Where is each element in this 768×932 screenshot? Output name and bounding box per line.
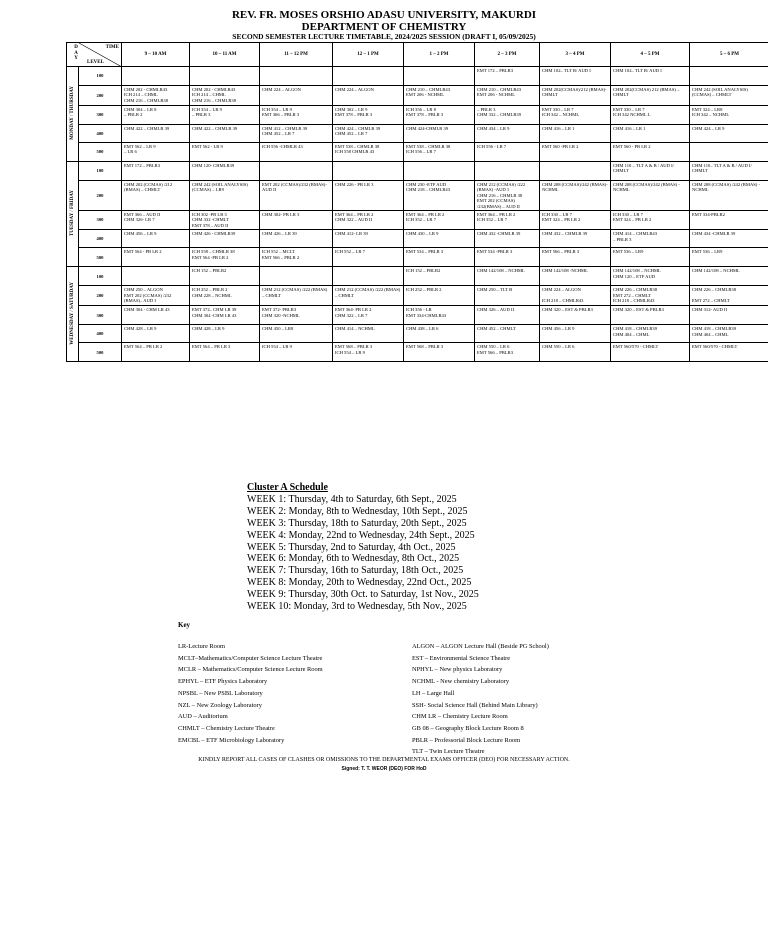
day-label: WEDNESDAY / SATURDAY [67,267,79,362]
key-entry: EPHYL – ETF Physics Laboratory [178,678,268,686]
timetable-cell: CHM 424-CHMLR 39 [404,125,475,143]
timetable-cell: ICH 252 – PBLR 2 [404,286,475,306]
timetable-cell: CHM 226 – CHMLR38 EMT 272 – CHMLT ICH 218 – CHMLR43 [611,286,690,306]
timetable-cell: CHM 320 – EST & PBLR3 [540,306,611,325]
table-row [67,306,768,325]
time-slot-header: 1 – 2 PM [404,43,475,67]
timetable-cell: CHM 250 – TLT B [475,286,540,306]
time-slot-header: 11 – 12 PM [260,43,333,67]
key-entry: SSH- Social Science Hall (Behind Main Library) [412,701,538,709]
level-cell: 400 [79,230,122,248]
timetable-cell: ICH 356 – LR 8 EMT 378 – PBLR 3 [404,106,475,125]
table-row [67,325,768,343]
timetable-cell [333,267,404,286]
timetable-cell: ICH 556 - LR 7 [475,143,540,162]
timetable-cell: CHM 418 – CHMLR39 CHM 404 – CHML [690,325,768,343]
timetable-cell [404,162,475,181]
timetable-cell: EMT 364 – PB LR 2 ICH 352 – LR 7 [404,211,475,230]
key-entry: EST – Environmental Science Theatre [412,654,511,662]
time-slot-header: 2 – 3 PM [475,43,540,67]
timetable-cell: CHM 424 – CHMLR 39 CHM 452 – LR 7 [333,125,404,143]
level-cell: 200 [79,86,122,106]
level-cell: 400 [79,325,122,343]
timetable-cell: EMT 364 – PB LR 2 CHM 322 – AUD II [333,211,404,230]
key-entry: LR-Lecture Room [178,643,226,650]
key-entry: TLT – Twin Lecture Theatre [412,748,485,756]
table-row [67,67,768,86]
timetable-cell: ICH 554 – LR 9 [260,343,333,362]
table-row [67,125,768,143]
timetable-cell: CHM 208 (CCMAS) /242 (BMAS) -NCHML [690,181,768,211]
timetable-cell: EMT 364- PB LR 2 CHM 322 – LR 7 [333,306,404,325]
timetable-cell: ICH 152 – PBLR2 [404,267,475,286]
timetable-cell [333,67,404,86]
key-entry: CHM LR – Chemistry Lecture Room [412,713,508,721]
timetable-cell: CHM 302 – LR 9 EMT 378 – PBLR 3 [333,106,404,125]
timetable-cell: CHM 452 – CHMLT [475,325,540,343]
timetable-cell: – PBLR 3 CHM 332 – CHMLR39 [475,106,540,125]
week-item: WEEK 4: Monday, 22nd to Wednesday, 24th Sept., 2025 [247,529,475,541]
timetable-cell: EMT 560 - PB LR 2 [611,143,690,162]
timetable-cell: CHM 202 (CCMAS) /212 (BMAS) – CHMLT [122,181,190,211]
timetable-cell: ICH 356 - LR EMT 334-CHMLR43 [404,306,475,325]
timetable-cell: CHM 418 – CHMLR39 CHM 404 – CHML [611,325,690,343]
timetable-cell: CHM 110 – TLT A & B / AUD I/ CHMLT [611,162,690,181]
timetable-cell: EMT 364 – PB LR 2 ICH 352 – LR 7 [475,211,540,230]
timetable-cell: EMT 562 – LR 9 – LR 6 [122,143,190,162]
day-label: MONDAY / THURSDAY [67,67,79,162]
timetable-cell: ICH 354 – LR 9 – PBLR 3 [190,106,260,125]
level-cell: 300 [79,306,122,325]
timetable-cell: EMT 372– CHM LR 39 CHM 304 -CHM LR 43 [190,306,260,325]
level-header-label: LEVEL [87,59,104,65]
time-slot-header: 4 – 5 PM [611,43,690,67]
time-header-label: TIME [105,45,119,50]
timetable-cell: CHM 302- PB LR 3 [260,211,333,230]
level-cell: 200 [79,181,122,211]
timetable-cell: CHM 320 – EST & PBLR3 [611,306,690,325]
timetable-cell: CHM 250 – ALGON EMT 202 (CCMAS) /232 (BMAS)– AUD I [122,286,190,306]
timetable-cell: CHM 326 – AUD II [475,306,540,325]
timetable-cell: CHM 438 – LR 6 [404,325,475,343]
week-item: WEEK 10: Monday, 3rd to Wednesday, 5th Nov., 2025 [247,601,467,613]
timetable-cell: EMT 324 – LR8 ICH 342 – NCHML [690,106,768,125]
level-cell: 300 [79,106,122,125]
level-cell: 100 [79,267,122,286]
week-item: WEEK 9: Thursday, 30th Oct. to Saturday, 1st Nov., 2025 [247,589,479,601]
timetable-cell: EMT 568 – PBLR 3 ICH 554 – LR 9 [333,343,404,362]
timetable-cell [122,267,190,286]
timetable-cell: EMT 560/570 - CHMLT [690,343,768,362]
timetable-cell: CHM 422 – CHMLR 39 [190,125,260,143]
key-entry: MCLR – Mathematics/Computer Science Lecture Room [178,666,323,674]
timetable-cell: CHM 224 – ALGON ICH 218 – CHMLR43 [540,286,611,306]
table-row [67,106,768,125]
key-left-column [178,641,323,746]
timetable-cell [333,162,404,181]
timetable-cell: CHM 224 – ALGON [260,86,333,106]
key-entry: NZL – New Zoology Laboratory [178,701,262,709]
timetable-cell [540,162,611,181]
timetable-cell: CHM 226 - PB LR 3 [333,181,404,211]
level-cell: 100 [79,162,122,181]
table-row [67,143,768,162]
key-entry: NPHYL – New physics Laboratory [412,666,503,674]
timetable-cell: CHM 142/108 -NCHML [540,267,611,286]
signature-line: Signed: T. T. WEOR (DEO) FOR HoD [341,766,427,772]
timetable-cell [690,143,768,162]
timetable-cell: CHM 414 – CHMLR43 – PBLR 3 [611,230,690,248]
key-entry: NCHML - New chemistry Laboratory [412,678,510,686]
table-row [67,86,768,106]
timetable-cell: EMT 536 – LR9 [611,248,690,267]
key-entry: AUD – Auditorium [178,713,228,721]
timetable-cell: EMT 568 – PBLR 3 [404,343,475,362]
timetable-cell [475,162,540,181]
timetable-cell: ICH 552 – MCLT EMT 566 – PBLR 2 [260,248,333,267]
timetable-cell: CHM 212 (CCMAS) /222 (BMAS) – CHMLT [260,286,333,306]
key-title: Key [178,621,191,629]
timetable-cell: CHM 412 – CHMLR 39 CHM 452 – LR 7 [260,125,333,143]
timetable-cell: CHM 416 – LR 1 [540,125,611,143]
timetable-cell: EMT 202 (CCMAS)/232 (BMAS)- AUD II [260,181,333,211]
table-row [67,248,768,267]
timetable-cell: EMT 538 – CHMLR 38 ICH 556 – LR 7 [404,143,475,162]
timetable-subtitle: SECOND SEMESTER LECTURE TIMETABLE, 2024/2025 SESSION (DRAFT I, 05/09/2025) [232,32,536,41]
timetable-cell: CHM 426 – LR 39 [260,230,333,248]
key-right-column [412,641,549,758]
level-cell: 500 [79,248,122,267]
time-slot-header: 5 – 6 PM [690,43,768,67]
timetable-cell: CHM 434 -CHMLR 39 [690,230,768,248]
timetable-cell: CHM 230 -ETF AUD CHM 218 – CHMLR43 [404,181,475,211]
timetable-cell: CHM 208 (CCMAS)/242 (BMAS) -NCHML [611,181,690,211]
timetable-cell: CHM 142/108 – NCHML CHM 120 – ETF AUD [611,267,690,286]
timetable-cell: EMT 536 – LR9 [690,248,768,267]
cluster-title: Cluster A Schedule [247,482,328,493]
week-list [247,494,479,613]
timetable-cell: EMT 534 – PBLR 3 [404,248,475,267]
timetable-cell: CHM 210 – CHMLR43 EMT 206 - NCHML [475,86,540,106]
key-entry: GB 08 – Geography Block Lecture Room 8 [412,724,524,732]
table-corner-header [67,43,122,67]
venue-key [178,621,549,756]
level-cell: 400 [79,125,122,143]
timetable-cell: CHM 102– TLT B/ AUD I [540,67,611,86]
timetable-cell: EMT 172 – PBLR3 [122,162,190,181]
timetable-cell: EMT 566 – PBLR 3 [540,248,611,267]
timetable-cell: CHM 304 – LR 8 – PBLR 2 [122,106,190,125]
time-slot-header: 3 – 4 PM [540,43,611,67]
timetable-cell: CHM 110– TLT A & B / AUD I/ CHMLT [690,162,768,181]
timetable-cell: ICH 330 – LR 7 EMT 324 – PB LR 2 [540,211,611,230]
timetable-cell: EMT 564 – PB LR 2 [122,343,190,362]
timetable-cell: ICH 558 – CHMLR 38 EMT 564 -PB LR 2 [190,248,260,267]
timetable-cell: CHM 550 – LR 6 [540,343,611,362]
timetable-cell: ICH 152 – PBLR2 [190,267,260,286]
timetable-cell: CHM 208 (CCMAS)/242 (BMAS)- NCHML [540,181,611,211]
timetable-cell: ICH 330 – LR 7 EMT 324 – PB LR 2 [611,211,690,230]
timetable-cell: CHM 120- CHMLR39 [190,162,260,181]
timetable-cell: CHM 412- LR 39 [333,230,404,248]
table-row [67,343,768,362]
timetable-cell: CHM 212 (CCMAS) /222 (BMAS) – CHMLT [333,286,404,306]
week-item: WEEK 7: Thursday, 16th to Saturday, 18th Oct., 2025 [247,565,464,577]
timetable-cell: CHM 428 – LR 9 [122,325,190,343]
time-slot-header: 12 – 1 PM [333,43,404,67]
table-row [67,162,768,181]
timetable-cell: CHM 432 -CHMLR 39 [475,230,540,248]
timetable-cell: ICH 556 -CHMLR 43 [260,143,333,162]
week-item: WEEK 6: Monday, 6th to Wednesday, 8th Oct., 2025 [247,553,460,565]
timetable-cell: EMT 330 – LR 7 ICH 342 NCHML L [611,106,690,125]
level-cell: 500 [79,143,122,162]
timetable-cell: EMT 334-PBLR2 [690,211,768,230]
timetable-cell: CHM 142/108 – NCHML [475,267,540,286]
week-item: WEEK 5: Thursday, 2nd to Saturday, 4th Oct., 2025 [247,541,456,553]
timetable-cell: CHM 212 (CCMAS) /222 (BMAS) -AUD 1 CHM 216 – CHMLR 38 EMT 202 (CCMAS) /232(BMAS) – AUD II [475,181,540,211]
table-row [67,286,768,306]
timetable-cell [122,67,190,86]
timetable-cell: EMT 560/570 - CHMLT [611,343,690,362]
key-entry: LH – Large Hall [412,689,455,697]
level-cell: 500 [79,343,122,362]
clash-notice: KINDLY REPORT ALL CASES OF CLASHES OR OMISSIONS TO THE DEPARTMENTAL EXAMS OFFICER (DEO) FOR NECESSARY ACTION. [198,757,570,763]
timetable-cell: CHM 424 – LR 9 [690,125,768,143]
timetable-cell: EMT 366 – AUD II CHM 326- LR 7 [122,211,190,230]
timetable-cell: CHM 102– TLT B/ AUD I [611,67,690,86]
timetable-cell: ICH 252 – PBLR 2 CHM 228 – NCHML [190,286,260,306]
timetable-cell: EMT 372- PBLR3 CHM 320 -NCHML [260,306,333,325]
timetable-cell: CHM 210 – CHMLR43 EMT 206 - NCHML [404,86,475,106]
timetable-cell: CHM 312- AUD II [690,306,768,325]
timetable-cell: ICH 302 -PB LR 3 CHM 332 -CHMLT EMT 378 – AUD II [190,211,260,230]
table-row [67,181,768,211]
timetable-cell [260,162,333,181]
department-title: DEPARTMENT OF CHEMISTRY [301,21,467,33]
table-row [67,230,768,248]
timetable-cell [404,67,475,86]
timetable-cell: CHM 426 - CHMLR39 [190,230,260,248]
timetable-cell: EMT 534 -PBLR 3 [475,248,540,267]
timetable-cell: CHM 142/108 – NCHML [690,267,768,286]
timetable-cell: CHM 304 - CHM LR 43 [122,306,190,325]
day-header-label: D A Y [74,45,78,62]
timetable-cell [690,67,768,86]
timetable-cell: EMT 560 -PB LR 2 [540,143,611,162]
timetable-cell [260,267,333,286]
timetable-cell: CHM 422 – CHMLR 39 [122,125,190,143]
timetable-cell: ICH 354 – LR 9 EMT 366 – PBLR 3 [260,106,333,125]
timetable-cell: CHM 242 (SOIL ANALYSIS) (CCMAS) – CHMLT [690,86,768,106]
timetable-cell: CHM 450 – LR8 [260,325,333,343]
time-slot-header: 10 – 11 AM [190,43,260,67]
timetable-cell [260,67,333,86]
table-row [67,267,768,286]
university-title: REV. FR. MOSES ORSHIO ADASU UNIVERSITY, MAKURDI [231,9,537,21]
timetable-cell: CHM 242 (SOIL ANALYSIS) (CCMAS) – LR9 [190,181,260,211]
level-cell: 300 [79,211,122,230]
key-entry: ALGON – ALGON Lecture Hall (Beside PG School) [412,643,549,650]
key-entry: EMCBL – ETF Microbiology Laboratory [178,736,285,744]
timetable-cell: EMT 172 – PBLR3 [475,67,540,86]
key-entry: PBLR – Professorial Block Lecture Room [412,736,521,744]
timetable-cell: CHM 226 – CHMLR38 EMT 272 – CHMLT [690,286,768,306]
week-item: WEEK 2: Monday, 8th to Wednesday, 10th Sept., 2025 [247,505,468,517]
week-item: WEEK 3: Thursday, 18th to Saturday, 20th Sept., 2025 [247,517,467,529]
timetable-cell: CHM 550 – LR 6 EMT 566 – PBLR3 [475,343,540,362]
timetable-cell: CHM 432 – CHMLR 39 [540,230,611,248]
key-entry: NPSBL – New PSBL Laboratory [178,689,263,697]
level-cell: 100 [79,67,122,86]
week-item: WEEK 8: Monday, 20th to Wednesday, 22nd Oct., 2025 [247,577,472,589]
time-slot-header: 9 – 10 AM [122,43,190,67]
timetable-cell: ICH 552 – LR 7 [333,248,404,267]
timetable-cell: CHM 416 – LR 1 [611,125,690,143]
timetable-cell: CHM 202(CCMAS)/212 (BMAS)- CHMLT [540,86,611,106]
timetable-cell: EMT 564 - PB LR 2 [122,248,190,267]
timetable-cell: CHM 202(CCMAS) 212 (BMAS) – CHMLT [611,86,690,106]
lecture-timetable [66,42,768,362]
timetable-cell: CHM 202 - CHMLR43 ICH 214 – CHML CHM 216 – CHMLR38 [122,86,190,106]
timetable-cell: CHM 430 – LR 9 [404,230,475,248]
key-entry: CHMLT – Chemistry Lecture Theatre [178,724,275,732]
timetable-cell: EMT 330 – LR 7 ICH 342 – NCHML [540,106,611,125]
week-item: WEEK 1: Thursday, 4th to Saturday, 6th Sept., 2025 [247,493,457,505]
timetable-cell: CHM 414 – NCHML [333,325,404,343]
cluster-schedule [247,482,479,613]
key-entry: MCLT–Mathematics/Computer Science Lecture Theatre [178,654,323,662]
timetable-cell: CHM 434 – LR 9 [475,125,540,143]
timetable-cell [190,67,260,86]
level-cell: 200 [79,286,122,306]
table-row [67,211,768,230]
timetable-cell: EMT 564 – PB LR 3 [190,343,260,362]
day-label: TUESDAY / FRIDAY [67,162,79,267]
timetable-cell: EMT 538 – CHMLR 38 ICH 558 CHMLR 43 [333,143,404,162]
timetable-cell: EMT 562 - LR 9 [190,143,260,162]
timetable-cell: CHM 456 – LR 9 [540,325,611,343]
timetable-cell: CHM 202 - CHMLR43 ICH 214 – CHML CHM 216 – CHMLR38 [190,86,260,106]
timetable-cell: CHM 224 – ALGON [333,86,404,106]
timetable-cell: CHM 456 – LR 9 [122,230,190,248]
timetable-cell: CHM 428 – LR 9 [190,325,260,343]
